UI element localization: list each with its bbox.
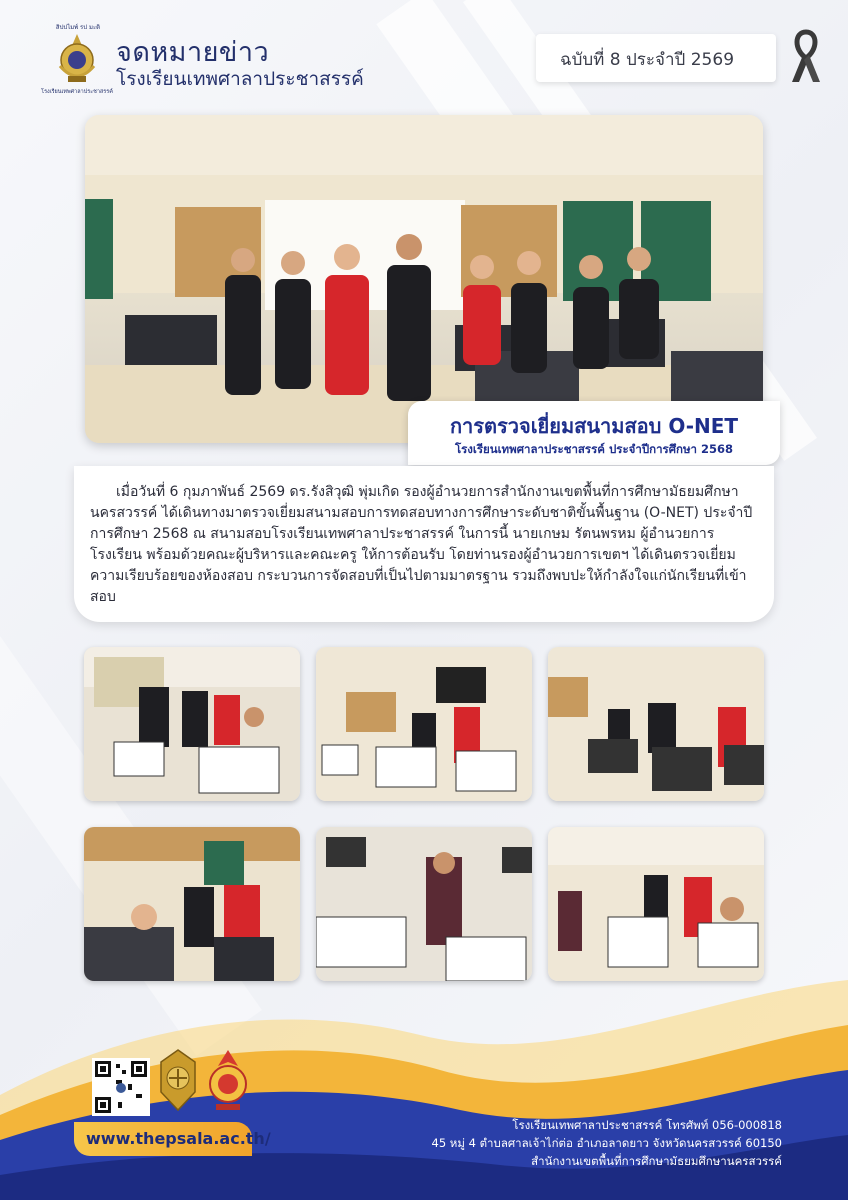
newsletter-title: จดหมายข่าว [116, 37, 270, 68]
gallery-photo-2 [316, 647, 532, 801]
address-line-2: 45 หมู่ 4 ตำบลศาลเจ้าไก่ต่อ อำเภอลาดยาว จังหวัดนครสวรรค์ 60150 [431, 1136, 782, 1150]
hero-photo [85, 115, 763, 443]
seal-school-name: โรงเรียนเทพศาลาประชาสรรค์ [41, 89, 113, 95]
hero-caption-card [408, 401, 780, 465]
caption-title: การตรวจเยี่ยมสนามสอบ O-NET [449, 414, 739, 438]
address-line-3: สำนักงานเขตพื้นที่การศึกษามัธยมศึกษานครสวรรค์ [531, 1154, 782, 1168]
issue-number: ฉบับที่ 8 ประจำปี 2569 [560, 50, 735, 70]
article-line: โรงเรียน พร้อมด้วยคณะผู้บริหารและคณะครู ให้การต้อนรับ โดยท่านรองผู้อำนวยการเขตฯ ได้เดินตรวจเยี่ยม [90, 547, 736, 563]
qr-code-icon [92, 1058, 150, 1116]
article-line: เมื่อวันที่ 6 กุมภาพันธ์ 2569 ดร.รังสิวุฒิ พุ่มเกิด รองผู้อำนวยการสำนักงานเขตพื้นที่การศึกษามัธยมศึกษา [116, 484, 739, 500]
gallery-photo-1 [84, 647, 300, 801]
gallery-photo-3 [548, 647, 764, 801]
school-name: โรงเรียนเทพศาลาประชาสรรค์ [116, 68, 364, 90]
seal-motto: สิปปไมพ์ รป มะติ [55, 24, 101, 31]
article-line: การศึกษา 2568 ณ สนามสอบโรงเรียนเทพศาลาประชาสรรค์ ในการนี้ นายเกษม รัตนพรหม ผู้อำนวยการ [90, 526, 715, 542]
article-line: ความเรียบร้อยของห้องสอบ กระบวนการจัดสอบที่เป็นไปตามมาตรฐาน รวมถึงพบปะให้กำลังใจแก่นักเรียนที่เข้า [90, 568, 747, 584]
mourning-ribbon-icon [786, 28, 826, 86]
obec-emblem-icon [155, 1048, 201, 1114]
website-link[interactable]: www.thepsala.ac.th/ [86, 1129, 271, 1148]
article-line: นครสวรรค์ ได้เดินทางมาตรวจเยี่ยมสนามสอบการทดสอบทางการศึกษาระดับชาติขั้นพื้นฐาน (O-NET) ประจำปี [90, 505, 753, 521]
gallery-photo-4 [84, 827, 300, 981]
article-line: สอบ [90, 589, 116, 605]
school-emblem-icon [204, 1048, 252, 1114]
article-body [90, 482, 766, 608]
gallery-photo-6 [548, 827, 764, 981]
address-line-1: โรงเรียนเทพศาลาประชาสรรค์ โทรศัพท์ 056-000818 [512, 1118, 782, 1132]
gallery-photo-5 [316, 827, 532, 981]
caption-subtitle: โรงเรียนเทพศาลาประชาสรรค์ ประจำปีการศึกษา 2568 [454, 442, 734, 456]
school-seal-icon [46, 26, 108, 90]
exam-room-group-photo [85, 115, 763, 443]
